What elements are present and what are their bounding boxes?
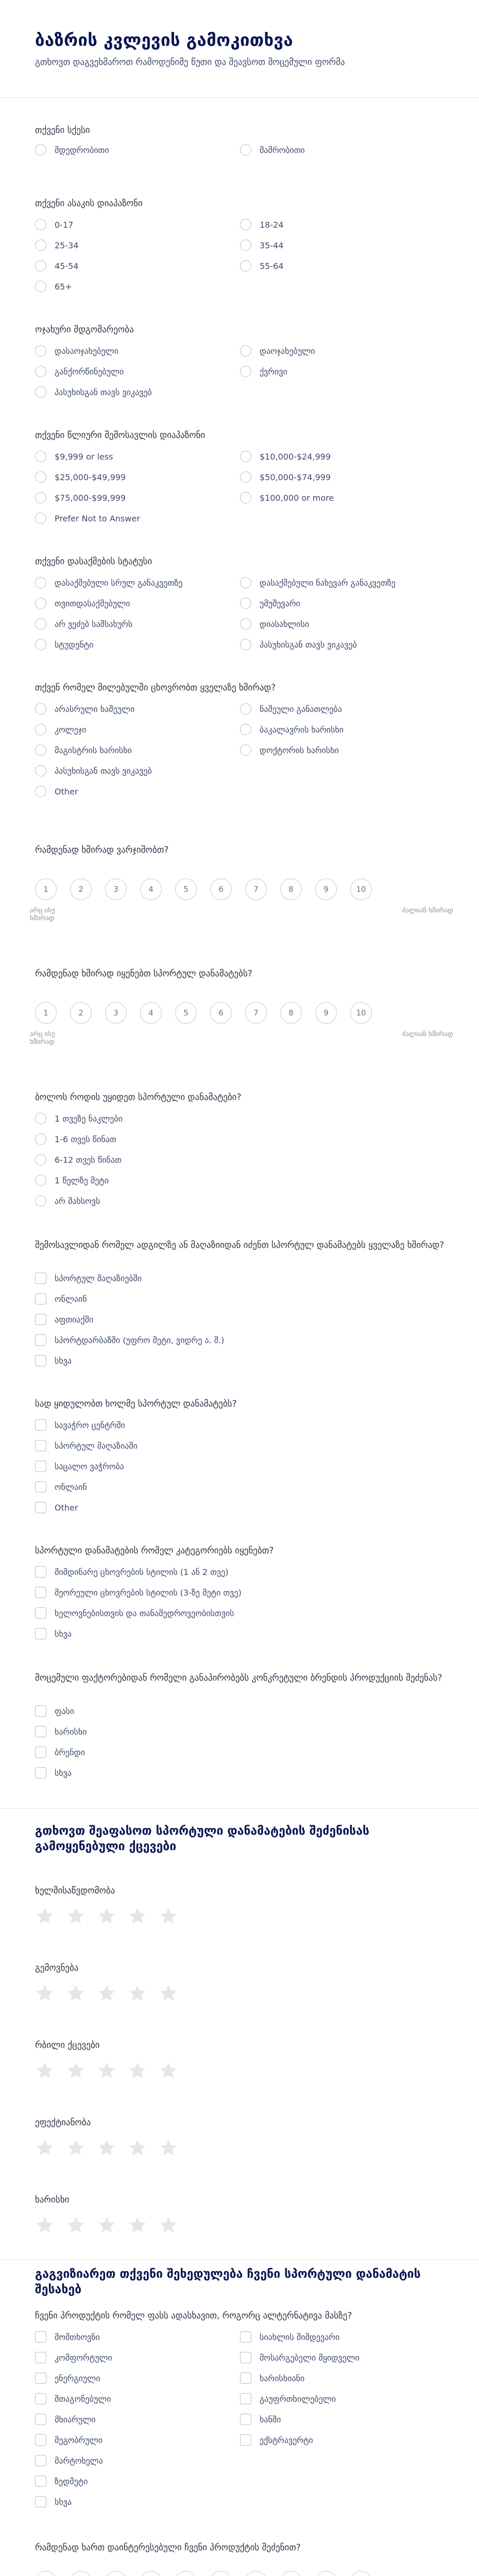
star-icon[interactable] xyxy=(66,1906,85,1926)
opinion-option[interactable]: ხანში xyxy=(240,2414,281,2425)
radio-button[interactable] xyxy=(240,724,251,735)
opinion-option[interactable]: ექსტრავერტი xyxy=(240,2434,313,2446)
radio-button[interactable] xyxy=(35,492,46,503)
region-option[interactable]: დოქტორის ხარისხი xyxy=(240,744,339,756)
scale-option[interactable]: 9 xyxy=(315,878,337,900)
star-icon[interactable] xyxy=(97,1984,116,2003)
age-label: თქვენი ასაკის დიაპაზონი xyxy=(35,198,143,209)
rating2-label: გემოვნება xyxy=(35,1963,79,1973)
radio-button[interactable] xyxy=(240,451,251,462)
scale-option[interactable]: 3 xyxy=(105,1002,127,1024)
radio-button[interactable] xyxy=(35,1195,46,1207)
scale1-label: რამდენად ხშირად ვარჯიშობთ? xyxy=(35,845,169,855)
star-icon[interactable] xyxy=(35,2138,55,2158)
checkbox[interactable] xyxy=(35,2393,46,2404)
where-label: სად ყიდულობთ ხოლმე სპორტულ დანამატებს? xyxy=(35,1399,237,1409)
category-option[interactable]: ხელოვნებისთვის და თანამედროვეობისთვის xyxy=(35,1607,234,1619)
scale2-high-label: ძალიან ხშირად xyxy=(402,1030,453,1038)
region-label: თქვენ რომელ მილებულში ცხოვრობთ ყველაზე ხშირად? xyxy=(35,683,276,693)
radio-button[interactable] xyxy=(35,240,46,251)
age-option[interactable]: 45-54 xyxy=(35,260,79,272)
star-icon[interactable] xyxy=(97,2215,116,2235)
employment-option[interactable]: დასაქმებული ნახევარ განაკვეთზე xyxy=(240,577,396,588)
scale-option[interactable]: 6 xyxy=(210,1002,232,1024)
rating4-label: ეფექტიანობა xyxy=(35,2117,91,2128)
star-icon[interactable] xyxy=(128,2138,147,2158)
scale-option[interactable] xyxy=(210,2571,232,2576)
region-option[interactable]: ნაშეული განათლება xyxy=(240,703,342,715)
radio-button[interactable] xyxy=(35,345,46,357)
scale-option[interactable]: 10 xyxy=(350,1002,372,1024)
scale3-label: რამდენად ხართ დაინტერესებული ჩვენი პროდუქტის შეძენით? xyxy=(35,2543,301,2553)
radio-button[interactable] xyxy=(240,260,251,272)
where-option[interactable]: ონლაინ xyxy=(35,1481,87,1493)
radio-button[interactable] xyxy=(35,366,46,377)
checkbox[interactable] xyxy=(35,1726,46,1737)
region-option[interactable]: მაგისტრის ხარისხი xyxy=(35,744,132,756)
form-header xyxy=(0,0,479,98)
income-option[interactable]: $75,000-$99,999 xyxy=(35,492,126,503)
checkbox[interactable] xyxy=(240,2434,251,2446)
rating1-label: ხელმისაწვდომობა xyxy=(35,1886,115,1896)
checkbox[interactable] xyxy=(35,2476,46,2487)
radio-button[interactable] xyxy=(35,786,46,797)
region-option[interactable]: ბაკალავრის ხარისხი xyxy=(240,724,344,735)
scale-option[interactable]: 3 xyxy=(105,878,127,900)
radio-button[interactable] xyxy=(35,260,46,272)
checkbox[interactable] xyxy=(35,2414,46,2425)
checkbox[interactable] xyxy=(35,1355,46,1366)
employment-option[interactable]: დიასახლისი xyxy=(240,618,309,630)
star-icon[interactable] xyxy=(159,2138,178,2158)
category-option[interactable]: მიმდინარე ცხოვრების სტილის (1 ან 2 თვე) xyxy=(35,1566,229,1578)
region-option[interactable]: არასრული ხაშეული xyxy=(35,703,134,715)
source-option[interactable]: სპორტდარბაზში (უფრო მეტი, ვიდრე ა. შ.) xyxy=(35,1334,224,1346)
where-option[interactable]: საცალო ვაჭრობა xyxy=(35,1461,124,1472)
income-label: თქვენი წლიური შემოსავლის დიაპაზონი xyxy=(35,430,206,440)
radio-button[interactable] xyxy=(35,1113,46,1124)
scale-option[interactable]: 4 xyxy=(140,1002,162,1024)
lasttime-option[interactable]: არ მახსოვს xyxy=(35,1195,100,1207)
region-option[interactable]: კოლეჯი xyxy=(35,724,86,735)
checkbox[interactable] xyxy=(240,2372,251,2384)
star-icon[interactable] xyxy=(159,2215,178,2235)
form-title: ბაზრის კვლევის გამოკითხვა xyxy=(35,30,294,50)
star-icon[interactable] xyxy=(35,1906,55,1926)
opinion-option[interactable]: ენერგიული xyxy=(35,2372,100,2384)
radio-button[interactable] xyxy=(35,451,46,462)
checkbox[interactable] xyxy=(240,2414,251,2425)
radio-button[interactable] xyxy=(240,639,251,650)
source-option[interactable]: ონლაინ xyxy=(35,1293,87,1304)
source-option[interactable]: სხვა xyxy=(35,1355,72,1366)
checkbox[interactable] xyxy=(35,2331,46,2343)
checkbox[interactable] xyxy=(35,1607,46,1619)
category-option[interactable]: სხვა xyxy=(35,1628,72,1639)
improve-label: მოცემული ფაქტორებიდან რომელი განაპირობებს კონკრეტული ბრენდის პროდუქციის შეძენას? xyxy=(35,1673,442,1683)
scale1-low-label: არც ისე ხშირად xyxy=(30,907,55,922)
rating5-stars xyxy=(35,2215,190,2235)
radio-button[interactable] xyxy=(35,744,46,756)
scale-option[interactable] xyxy=(175,2571,197,2576)
scale-option[interactable] xyxy=(70,2571,92,2576)
radio-button[interactable] xyxy=(35,618,46,630)
radio-button[interactable] xyxy=(240,366,251,377)
opinion-option[interactable]: მეგობრული xyxy=(35,2434,102,2446)
scale1-rating xyxy=(35,878,385,900)
gender-label: თქვენი სქესი xyxy=(35,125,90,135)
rating1-stars xyxy=(35,1906,190,1926)
checkbox[interactable] xyxy=(35,2496,46,2507)
checkbox[interactable] xyxy=(35,1566,46,1578)
opinion-option[interactable]: ზედმეტი xyxy=(35,2476,88,2487)
gender-option-male[interactable]: მამრობითი xyxy=(240,144,305,156)
where-option-other[interactable]: Other xyxy=(35,1502,78,1513)
age-option[interactable]: 35-44 xyxy=(240,240,284,251)
radio-button[interactable] xyxy=(240,577,251,588)
checkbox[interactable] xyxy=(35,2434,46,2446)
radio-button[interactable] xyxy=(35,598,46,609)
radio-button[interactable] xyxy=(35,513,46,524)
category-label: სპორტული დანამატების რომელ კატეგორიებს იყენებთ? xyxy=(35,1546,274,1556)
opinion-option[interactable]: შთაგონებული xyxy=(35,2393,111,2404)
family-option[interactable]: ქვრივი xyxy=(240,366,287,377)
source-option[interactable]: აფთიაქში xyxy=(35,1314,93,1325)
scale-option[interactable] xyxy=(140,2571,162,2576)
star-icon[interactable] xyxy=(35,2061,55,2080)
where-option[interactable]: სავაჭრო ცენტრში xyxy=(35,1419,125,1431)
improve-option[interactable]: სხვა xyxy=(35,1767,72,1778)
lasttime-option[interactable]: 1 წელზე მეტი xyxy=(35,1175,109,1186)
radio-button[interactable] xyxy=(35,219,46,230)
income-option[interactable]: $100,000 or more xyxy=(240,492,334,503)
star-icon[interactable] xyxy=(97,2061,116,2080)
checkbox[interactable] xyxy=(35,2372,46,2384)
scale2-label: რამდენად ხშირად იყენებთ სპორტულ დანამატებს? xyxy=(35,969,252,979)
scale-option[interactable]: 4 xyxy=(140,878,162,900)
lasttime-option[interactable]: 1 თვეზე ნაკლები xyxy=(35,1113,123,1124)
checkbox[interactable] xyxy=(35,2455,46,2466)
category-option[interactable]: მეორეული ცხოვრების სტილის (3-ზე მეტი თვე) xyxy=(35,1587,242,1598)
scale-option[interactable]: 5 xyxy=(175,1002,197,1024)
age-option[interactable]: 18-24 xyxy=(240,219,284,230)
income-option[interactable]: $25,000-$49,999 xyxy=(35,471,126,483)
scale-option[interactable] xyxy=(105,2571,127,2576)
rating5-label: ხარისხი xyxy=(35,2195,70,2205)
scale-option[interactable]: 1 xyxy=(35,878,57,900)
opinion-option[interactable]: მარტოხელა xyxy=(35,2455,103,2466)
source-label: შემოსავლიდან რომელ ადგილზე ან მაღაზიიდან იძენთ სპორტულ დანამატებს ყველაზე ხშირად? xyxy=(35,1240,444,1250)
star-icon[interactable] xyxy=(128,2215,147,2235)
region-option-other[interactable]: Other xyxy=(35,786,78,797)
scale-option[interactable] xyxy=(350,2571,372,2576)
checkbox[interactable] xyxy=(35,1419,46,1431)
checkbox[interactable] xyxy=(240,2393,251,2404)
radio-button[interactable] xyxy=(35,281,46,292)
income-option[interactable]: $50,000-$74,999 xyxy=(240,471,331,483)
checkbox[interactable] xyxy=(35,1628,46,1639)
source-option[interactable]: სპორტულ მაღაზიებში xyxy=(35,1273,142,1284)
employment-option[interactable]: დასაქმებული სრულ განაკვეთზე xyxy=(35,577,182,588)
radio-button[interactable] xyxy=(35,577,46,588)
radio-button[interactable] xyxy=(35,765,46,776)
star-icon[interactable] xyxy=(159,1906,178,1926)
checkbox[interactable] xyxy=(35,1273,46,1284)
scale3-rating xyxy=(35,2571,385,2576)
scale1-high-label: ძალიან ხშირად xyxy=(402,907,453,914)
employment-option[interactable]: თვითდასაქმებული xyxy=(35,598,130,609)
employment-option[interactable]: პასუხისგან თავს ვიკავებ xyxy=(240,639,357,650)
section1-title: გთხოვთ შეაფასოთ სპორტული დანამატების შეძენისას გამოყენებული ქცევები xyxy=(35,1824,370,1853)
checkbox[interactable] xyxy=(35,1334,46,1346)
scale-option[interactable]: 2 xyxy=(70,878,92,900)
radio-button[interactable] xyxy=(240,598,251,609)
scale-option[interactable]: 2 xyxy=(70,1002,92,1024)
checkbox[interactable] xyxy=(35,1502,46,1513)
family-option[interactable]: განქორწინებული xyxy=(35,366,124,377)
scale-option[interactable]: 9 xyxy=(315,1002,337,1024)
income-option[interactable]: $9,999 or less xyxy=(35,451,113,462)
improve-option[interactable]: ხარისხი xyxy=(35,1726,87,1737)
checkbox[interactable] xyxy=(240,2352,251,2363)
radio-button[interactable] xyxy=(240,240,251,251)
employment-option[interactable]: სტუდენტი xyxy=(35,639,94,650)
age-option[interactable]: 0-17 xyxy=(35,219,73,230)
rating3-label: რბილი ქცევები xyxy=(35,2040,100,2050)
radio-button[interactable] xyxy=(240,618,251,630)
scale2-low-label: არც ისე ხშირად xyxy=(30,1030,55,1046)
star-icon[interactable] xyxy=(97,1906,116,1926)
lasttime-option[interactable]: 1-6 თვეს წინათ xyxy=(35,1133,116,1145)
radio-button[interactable] xyxy=(240,492,251,503)
checkbox[interactable] xyxy=(35,1481,46,1493)
age-option[interactable]: 65+ xyxy=(35,281,72,292)
star-icon[interactable] xyxy=(159,2061,178,2080)
radio-button[interactable] xyxy=(35,471,46,483)
checkbox[interactable] xyxy=(35,1440,46,1451)
scale-option[interactable] xyxy=(280,2571,302,2576)
radio-button[interactable] xyxy=(35,1133,46,1145)
opinion-option[interactable]: სიახლის მიმდევარი xyxy=(240,2331,339,2343)
employment-option[interactable]: არ ვეძებ სამსახურს xyxy=(35,618,132,630)
rating3-stars xyxy=(35,2061,190,2080)
lasttime-option[interactable]: 6-12 თვეს წინათ xyxy=(35,1154,122,1165)
section-divider xyxy=(0,2259,479,2260)
checkbox[interactable] xyxy=(35,1314,46,1325)
opinion-option[interactable]: მხიარული xyxy=(35,2414,96,2425)
family-option[interactable]: დასაოჯახებელი xyxy=(35,345,118,357)
radio-button[interactable] xyxy=(35,386,46,398)
family-label: ოჯახური მდგომარეობა xyxy=(35,325,134,335)
scale-option[interactable]: 7 xyxy=(245,1002,267,1024)
employment-option[interactable]: უმუშევარი xyxy=(240,598,300,609)
radio-button[interactable] xyxy=(35,144,46,156)
scale-option[interactable]: 5 xyxy=(175,878,197,900)
star-icon[interactable] xyxy=(159,1984,178,2003)
opinion-option[interactable]: მომთხოვნი xyxy=(35,2331,100,2343)
radio-button[interactable] xyxy=(35,1175,46,1186)
age-option[interactable]: 55-64 xyxy=(240,260,284,272)
scale-option[interactable]: 8 xyxy=(280,1002,302,1024)
star-icon[interactable] xyxy=(97,2138,116,2158)
checkbox[interactable] xyxy=(35,1461,46,1472)
star-icon[interactable] xyxy=(66,2138,85,2158)
opinion-option[interactable]: გაუფრთხილებელი xyxy=(240,2393,336,2404)
opinion-option[interactable]: ხარისხიანი xyxy=(240,2372,304,2384)
star-icon[interactable] xyxy=(128,2061,147,2080)
rating2-stars xyxy=(35,1984,190,2003)
star-icon[interactable] xyxy=(128,1906,147,1926)
family-option[interactable]: პასუხისგან თავს ვიკავებ xyxy=(35,386,152,398)
lasttime-label: ბოლოს როდის უყიდეთ სპორტული დანამატები? xyxy=(35,1092,242,1103)
family-option[interactable]: დაოჯახებული xyxy=(240,345,315,357)
checkbox[interactable] xyxy=(35,1747,46,1758)
radio-button[interactable] xyxy=(240,744,251,756)
scale-option[interactable] xyxy=(35,2571,57,2576)
scale-option[interactable] xyxy=(245,2571,267,2576)
income-option[interactable]: Prefer Not to Answer xyxy=(35,513,140,524)
scale-option[interactable] xyxy=(315,2571,337,2576)
radio-button[interactable] xyxy=(35,703,46,715)
region-option[interactable]: პასუხისგან თავს ვიკავებ xyxy=(35,765,152,776)
checkbox[interactable] xyxy=(35,1767,46,1778)
where-option[interactable]: სპორტულ მაღაზიაში xyxy=(35,1440,138,1451)
opinion-option[interactable]: მოსარგებელი მყიდველი xyxy=(240,2352,360,2363)
checkbox[interactable] xyxy=(240,2331,251,2343)
form-subtitle: გთხოვთ დაგვეხმაროთ რამოდენიმე წუთი და შეავსოთ მოცემული ფორმა xyxy=(35,57,345,67)
improve-option[interactable]: ფასი xyxy=(35,1705,74,1717)
opinion-label: ჩვენი პროდუქტის რომელ ფასს ადასხავით, როგორც ალტერნატივა მასზე? xyxy=(35,2311,352,2321)
scale-option[interactable]: 8 xyxy=(280,878,302,900)
scale-option[interactable]: 1 xyxy=(35,1002,57,1024)
employment-label: თქვენი დასაქმების სტატუსი xyxy=(35,556,152,567)
radio-button[interactable] xyxy=(35,639,46,650)
checkbox[interactable] xyxy=(35,1587,46,1598)
opinion-option[interactable]: კომფორტული xyxy=(35,2352,112,2363)
radio-button[interactable] xyxy=(240,345,251,357)
section-divider xyxy=(0,1808,479,1809)
radio-button[interactable] xyxy=(240,703,251,715)
checkbox[interactable] xyxy=(35,1293,46,1304)
scale-option[interactable]: 6 xyxy=(210,878,232,900)
radio-button[interactable] xyxy=(240,219,251,230)
income-option[interactable]: $10,000-$24,999 xyxy=(240,451,331,462)
star-icon[interactable] xyxy=(128,1984,147,2003)
star-icon[interactable] xyxy=(66,2215,85,2235)
radio-button[interactable] xyxy=(240,471,251,483)
radio-button[interactable] xyxy=(35,724,46,735)
age-option[interactable]: 25-34 xyxy=(35,240,79,251)
rating4-stars xyxy=(35,2138,190,2158)
scale-option[interactable]: 10 xyxy=(350,878,372,900)
scale-option[interactable]: 7 xyxy=(245,878,267,900)
scale2-rating xyxy=(35,1002,385,1024)
star-icon[interactable] xyxy=(66,1984,85,2003)
star-icon[interactable] xyxy=(35,2215,55,2235)
radio-button[interactable] xyxy=(35,1154,46,1165)
gender-option-female[interactable]: მდედრობითი xyxy=(35,144,109,156)
opinion-option[interactable]: სხვა xyxy=(35,2496,72,2507)
section2-title: გაგვიზიარეთ თქვენი შეხედულება ჩვენი სპორტული დანამატის შესახებ xyxy=(35,2267,421,2296)
star-icon[interactable] xyxy=(66,2061,85,2080)
checkbox[interactable] xyxy=(35,1705,46,1717)
improve-option[interactable]: ბრენდი xyxy=(35,1747,85,1758)
checkbox[interactable] xyxy=(35,2352,46,2363)
radio-button[interactable] xyxy=(240,144,251,156)
star-icon[interactable] xyxy=(35,1984,55,2003)
